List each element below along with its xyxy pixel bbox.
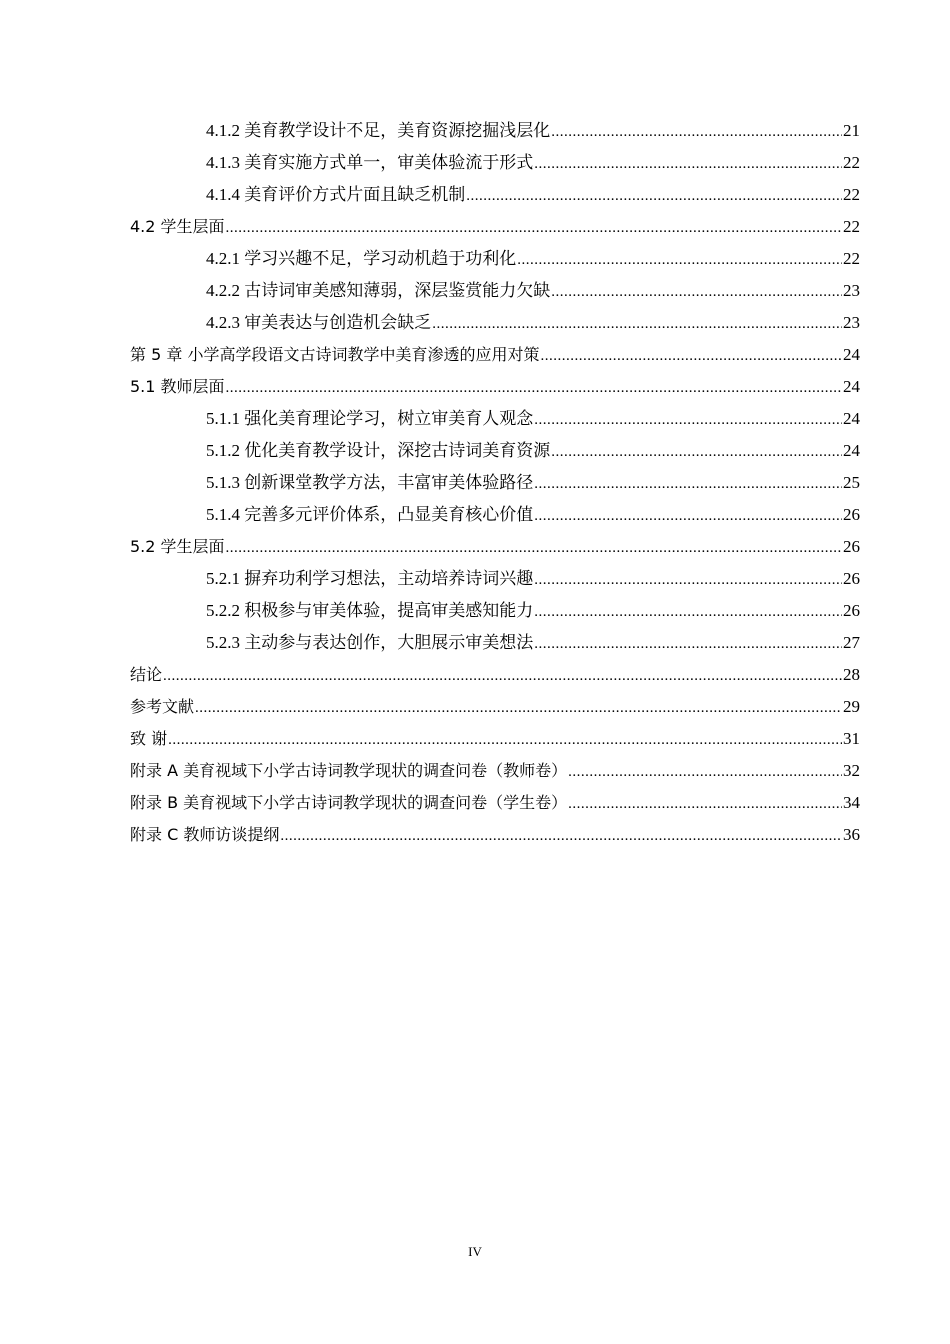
toc-entry-page: 24 [843,345,860,364]
toc-entry[interactable] [130,275,860,307]
toc-entry-page: 34 [843,793,860,812]
toc-entry[interactable] [130,435,860,467]
toc-entry-page: 21 [843,121,860,140]
toc-leader-dots [551,276,842,308]
toc-chapter-entry[interactable] [130,787,860,819]
toc-entry[interactable] [130,115,860,147]
toc-entry-label: 5.1.1 强化美育理论学习，树立审美育人观念 [206,409,534,428]
toc-entry-page: 23 [843,313,860,332]
toc-entry-label: 5.1.4 完善多元评价体系，凸显美育核心价值 [206,505,534,524]
toc-entry-page: 22 [843,249,860,268]
toc-entry[interactable] [130,467,860,499]
toc-entry-label: 4.1.3 美育实施方式单一，审美体验流于形式 [206,153,534,172]
toc-chapter-entry[interactable] [130,723,860,755]
toc-entry-label: 5.2.3 主动参与表达创作，大胆展示审美想法 [206,633,534,652]
toc-entry[interactable] [130,307,860,339]
toc-section-entry[interactable] [130,211,860,243]
toc-entry-page: 28 [843,665,860,684]
toc-entry-label: 5.2.1 摒弃功利学习想法，主动培养诗词兴趣 [206,569,534,588]
toc-entry-label: 附录 B 美育视域下小学古诗词教学现状的调查问卷（学生卷） [130,793,568,812]
toc-leader-dots [534,468,842,500]
toc-entry-label: 附录 A 美育视域下小学古诗词教学现状的调查问卷（教师卷） [130,761,568,780]
toc-entry-label: 结论 [130,665,163,684]
toc-entry-page: 26 [843,537,860,556]
toc-leader-dots [466,180,842,212]
toc-entry-page: 27 [843,633,860,652]
toc-entry-label: 5.1.3 创新课堂教学方法，丰富审美体验路径 [206,473,534,492]
toc-entry-label: 第 5 章 小学高学段语文古诗词教学中美育渗透的应用对策 [130,345,540,364]
toc-entry-page: 31 [843,729,860,748]
toc-leader-dots [568,788,842,820]
toc-leader-dots [226,212,842,244]
toc-leader-dots [534,596,842,628]
toc-chapter-entry[interactable] [130,691,860,723]
toc-leader-dots [534,564,842,596]
toc-entry-label: 致 谢 [130,729,168,748]
toc-entry-label: 4.2.3 审美表达与创造机会缺乏 [206,313,432,332]
toc-leader-dots [534,148,842,180]
toc-entry-page: 36 [843,825,860,844]
toc-entry[interactable] [130,499,860,531]
toc-chapter-entry[interactable] [130,819,860,851]
toc-leader-dots [551,116,842,148]
toc-entry-page: 22 [843,185,860,204]
toc-entry[interactable] [130,243,860,275]
table-of-contents [130,115,860,851]
toc-section-entry[interactable] [130,531,860,563]
toc-entry-label: 参考文献 [130,697,195,716]
toc-entry-label: 附录 C 教师访谈提纲 [130,825,280,844]
toc-leader-dots [432,308,842,340]
toc-entry[interactable] [130,627,860,659]
toc-entry-page: 23 [843,281,860,300]
toc-entry-label: 4.1.2 美育教学设计不足，美育资源挖掘浅层化 [206,121,551,140]
toc-entry-label: 4.2 学生层面 [130,217,225,236]
toc-leader-dots [280,820,842,852]
toc-leader-dots [534,500,842,532]
toc-entry[interactable] [130,403,860,435]
toc-leader-dots [551,436,842,468]
toc-chapter-entry[interactable] [130,755,860,787]
toc-leader-dots [568,756,842,788]
toc-entry-page: 25 [843,473,860,492]
toc-entry-page: 24 [843,441,860,460]
toc-entry[interactable] [130,179,860,211]
toc-section-entry[interactable] [130,371,860,403]
toc-entry-page: 29 [843,697,860,716]
toc-entry-page: 26 [843,505,860,524]
toc-entry-page: 26 [843,601,860,620]
toc-leader-dots [534,628,842,660]
toc-leader-dots [195,692,842,724]
toc-entry-label: 4.1.4 美育评价方式片面且缺乏机制 [206,185,466,204]
toc-leader-dots [226,532,842,564]
toc-entry-label: 4.2.1 学习兴趣不足，学习动机趋于功利化 [206,249,517,268]
toc-entry-page: 22 [843,217,860,236]
toc-entry-label: 5.1 教师层面 [130,377,225,396]
toc-leader-dots [540,340,842,372]
toc-entry-label: 5.2.2 积极参与审美体验，提高审美感知能力 [206,601,534,620]
toc-entry[interactable] [130,563,860,595]
toc-entry-label: 5.1.2 优化美育教学设计，深挖古诗词美育资源 [206,441,551,460]
toc-chapter-entry[interactable] [130,339,860,371]
toc-entry[interactable] [130,595,860,627]
toc-entry-page: 22 [843,153,860,172]
toc-leader-dots [168,724,842,756]
toc-leader-dots [163,660,842,692]
toc-leader-dots [226,372,842,404]
toc-entry-page: 26 [843,569,860,588]
toc-entry-label: 5.2 学生层面 [130,537,225,556]
toc-entry[interactable] [130,147,860,179]
toc-entry-page: 24 [843,377,860,396]
toc-entry-page: 24 [843,409,860,428]
toc-leader-dots [517,244,842,276]
toc-entry-page: 32 [843,761,860,780]
toc-chapter-entry[interactable] [130,659,860,691]
page-number: IV [468,1244,482,1259]
toc-leader-dots [534,404,842,436]
toc-entry-label: 4.2.2 古诗词审美感知薄弱，深层鉴赏能力欠缺 [206,281,551,300]
